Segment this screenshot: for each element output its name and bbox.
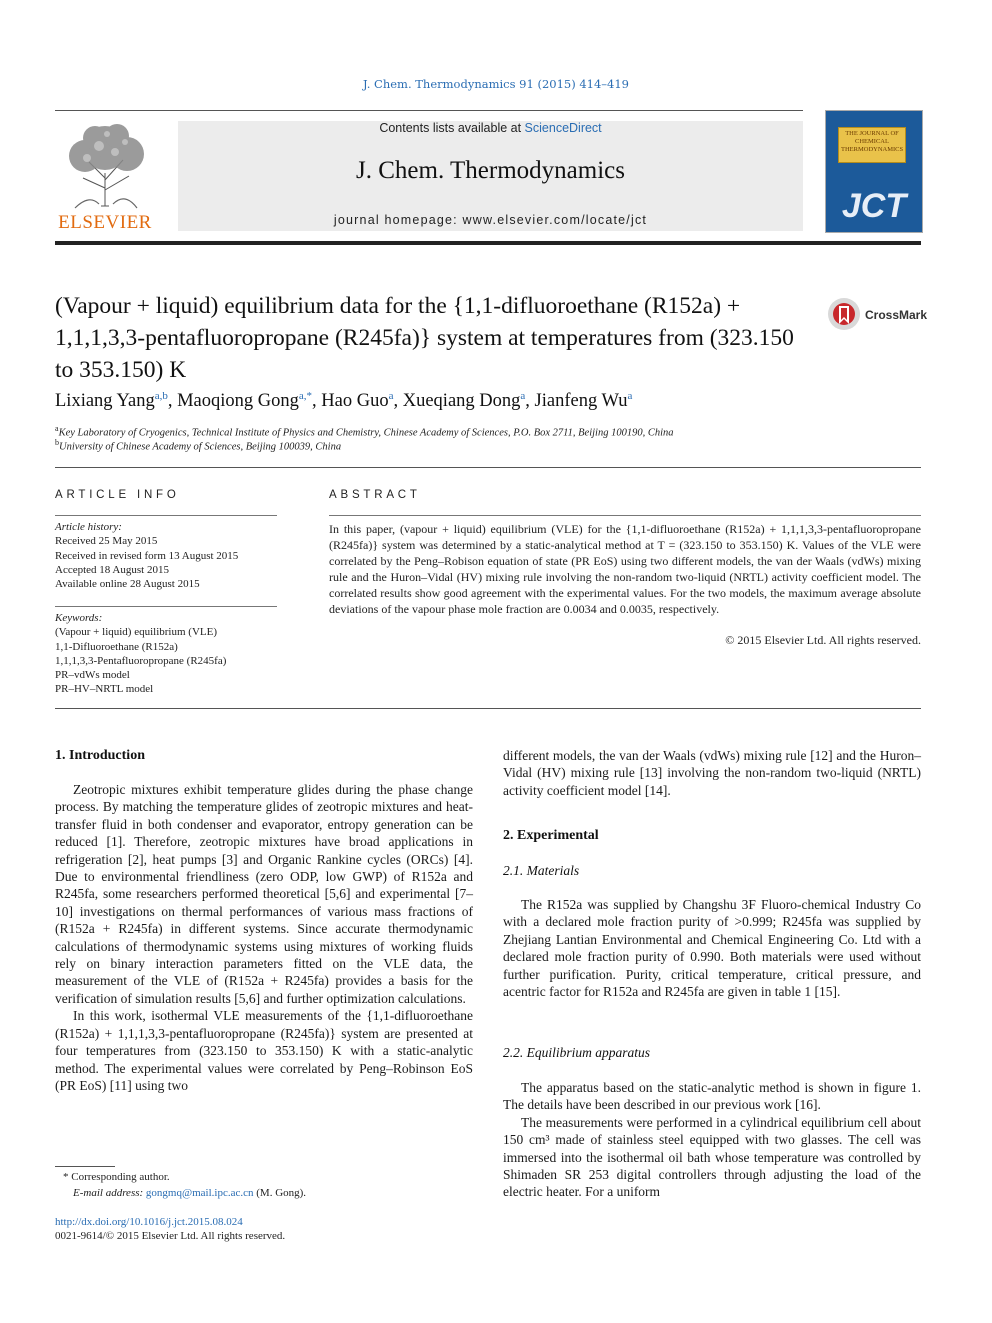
homepage-line xyxy=(178,213,803,227)
email-link[interactable]: gongmq@mail.ipc.ac.cn xyxy=(145,1187,254,1199)
journal-title: J. Chem. Thermodynamics xyxy=(356,157,625,184)
abstract-bottom-rule xyxy=(55,708,921,709)
contents-line xyxy=(178,121,803,135)
history-label: Article history: xyxy=(55,521,122,533)
introduction-continued xyxy=(503,747,921,799)
keyword-item: PR–HV–NRTL model xyxy=(55,683,154,696)
paragraph: different models, the van der Waals (vdWs) mixing rule [12] and the Huron–Vidal (HV) mixing rule [13] involving the non-random two-liquid (NRTL) activity coefficient model [14]. xyxy=(503,748,921,798)
header-thick-rule xyxy=(55,241,921,245)
abstract-copyright: © 2015 Elsevier Ltd. All rights reserved. xyxy=(725,633,921,647)
author[interactable]: Jianfeng Wu$^a$ xyxy=(534,390,633,412)
keyword-item: 1,1-Difluoroethane (R152a) xyxy=(55,640,178,653)
crossmark-icon xyxy=(827,296,861,332)
cover-title: THE JOURNAL OF CHEMICAL THERMODYNAMICS xyxy=(838,127,906,163)
article-history xyxy=(55,520,277,591)
footnote-rule xyxy=(55,1166,115,1167)
keywords-rule xyxy=(55,606,277,607)
history-item: Accepted 18 August 2015 xyxy=(55,563,169,576)
sciencedirect-link[interactable]: ScienceDirect xyxy=(524,121,602,135)
crossmark-badge[interactable] xyxy=(827,296,927,336)
doi-link[interactable]: http://dx.doi.org/10.1016/j.jct.2015.08.024 xyxy=(55,1216,243,1228)
paragraph: In this work, isothermal VLE measurements of the {1,1-difluoroethane (R152a) + 1,1,1,3,3-pentafluoropropane (R245fa)} system are presented at four temperatures from (323.150 to 353.150) K with a static-analytic method. The experimental values were correlated by Peng–Robinson EoS (PR EoS) [11] using two xyxy=(55,1008,473,1093)
apparatus-body xyxy=(503,1079,921,1201)
history-item: Received in revised form 13 August 2015 xyxy=(55,549,239,562)
crossmark-label: CrossMark xyxy=(865,308,928,322)
journal-cover[interactable] xyxy=(825,110,923,233)
affiliation-a: $^a$Key Laboratory of Cryogenics, Technical Institute of Physics and Chemistry, Chinese Academy of Sciences, P.O. Box 2711, Beijing 100190, China xyxy=(55,424,674,439)
article-info-heading: ARTICLE INFO xyxy=(55,489,180,501)
keywords-label: Keywords: xyxy=(55,612,103,624)
elsevier-wordmark: ELSEVIER xyxy=(58,212,152,233)
homepage-url[interactable]: www.elsevier.com/locate/jct xyxy=(462,213,648,227)
author[interactable]: Hao Guo$^a$ xyxy=(321,390,394,412)
email-suffix: (M. Gong). xyxy=(253,1187,307,1199)
article-info-rule xyxy=(55,515,277,516)
keywords xyxy=(55,611,277,697)
abstract-rule xyxy=(329,515,921,516)
paragraph: Zeotropic mixtures exhibit temperature glides during the phase change process. By matching the temperature glides of zeotropic mixtures and heat-transfer fluid in both condenser and evaporator, entropy generation can be reduced [1]. Therefore, zeotropic mixtures have broad applications in refrigeration [2], heat pumps [3] and Organic Rankine cycles (ORCs) [4]. Due to environmental friendliness (zero ODP, low GWP) of R152a and R245fa, some researchers performed theoretical [5,6] and experimental [7–10] investigations on thermal performances of various mass fractions of (R152a + R245fa) in different systems. Since accurate thermodynamic calculations of thermodynamic systems using mixtures of working fluids rely on binary interaction parameters fitted on the VLE data, the measurement of the VLE of (R152a + R245fa) provides a basis for the verification of simulation results [5,6] and further optimization calculations. xyxy=(55,782,473,1006)
email-label: E-mail address: xyxy=(73,1187,146,1199)
keyword-item: PR–vdWs model xyxy=(55,669,130,682)
issn-line: 0021-9614/© 2015 Elsevier Ltd. All rights reserved. xyxy=(55,1230,286,1242)
subsection-heading-apparatus: 2.2. Equilibrium apparatus xyxy=(503,1045,651,1060)
article-title: (Vapour + liquid) equilibrium data for the {1,1-difluoroethane (R152a) + 1,1,1,3,3-pentafluoropropane (R245fa)} system at temperatures from (323.150 to 353.150) K xyxy=(55,293,794,383)
header-rule xyxy=(55,110,803,111)
author-list: Lixiang Yang$^{a,b}$, Maoqiong Gong$^{a,*}$, Hao Guo$^a$, Xueqiang Dong$^a$, Jianfeng Wu$^a$ xyxy=(55,390,633,412)
history-item: Available online 28 August 2015 xyxy=(55,578,200,591)
corresponding-author-note: * Corresponding author. xyxy=(63,1171,170,1183)
abstract-text: In this paper, (vapour + liquid) equilibrium (VLE) for the {1,1-difluoroethane (R152a) + 1,1,1,3,3-pentafluoropropane (R245fa)} system was determined by a static-analytical method at T = (323.150 to 353.150) K. Values of the VLE were correlated by the Peng–Robison equation of state (PR EoS) using two different models, the van der Waals (vdWs) mixing rule and the Huron–Vidal (HV) mixing rule involving the non-random two-liquid (NRTL) activity coefficient model. The correlated results show good agreement with the experimental values. For the two models, the maximum average absolute deviations of the vapour phase mole fraction are 0.0034 and 0.0035, respectively. xyxy=(329,522,921,616)
section-heading-experimental: 2. Experimental xyxy=(503,828,599,843)
homepage-prefix: journal homepage: xyxy=(333,213,463,227)
affiliation-b: $^b$University of Chinese Academy of Sciences, Beijing 100039, China xyxy=(55,438,342,453)
keyword-item: (Vapour + liquid) equilibrium (VLE) xyxy=(55,626,218,639)
subsection-heading-materials: 2.1. Materials xyxy=(503,863,580,878)
introduction-body xyxy=(55,781,473,1094)
section-rule xyxy=(55,467,921,468)
history-item: Received 25 May 2015 xyxy=(55,535,158,548)
paragraph: The apparatus based on the static-analytic method is shown in figure 1. The details have been described in our previous work [16]. xyxy=(503,1080,921,1113)
keyword-item: 1,1,1,3,3-Pentafluoropropane (R245fa) xyxy=(55,654,227,667)
paragraph: The R152a was supplied by Changshu 3F Fluoro-chemical Industry Co with a declared mole fraction purity of >0.999; R245fa was supplied by Zhejiang Lantian Environmental and Chemical Engineering Co. Ltd with a declared mole fraction purity of 0.990. Both materials were used without further purification. Purity, critical temperature, critical pressure, and acentric factor for R152a and R245fa are given in table 1 [15]. xyxy=(503,897,921,1000)
author[interactable]: Lixiang Yang$^{a,b}$ xyxy=(55,390,168,412)
paragraph: The measurements were performed in a cylindrical equilibrium cell about 150 cm³ made of stainless steel equipped with two glasses. The cell was immersed into the isothermal oil bath whose temperature was controlled by Shimaden SR 253 digital controllers through adjusting the load of the electric heater. For a uniform xyxy=(503,1114,921,1200)
author[interactable]: Maoqiong Gong$^{a,*}$ xyxy=(177,390,313,412)
email-note xyxy=(55,1187,491,1199)
contents-prefix: Contents lists available at xyxy=(379,121,525,135)
abstract-heading: ABSTRACT xyxy=(329,489,421,501)
author[interactable]: Xueqiang Dong$^a$ xyxy=(402,390,526,412)
materials-body xyxy=(503,896,921,1000)
cover-abbrev: JCT xyxy=(841,187,907,225)
section-heading-introduction: 1. Introduction xyxy=(55,748,145,763)
journal-reference[interactable]: J. Chem. Thermodynamics 91 (2015) 414–419 xyxy=(363,77,629,91)
